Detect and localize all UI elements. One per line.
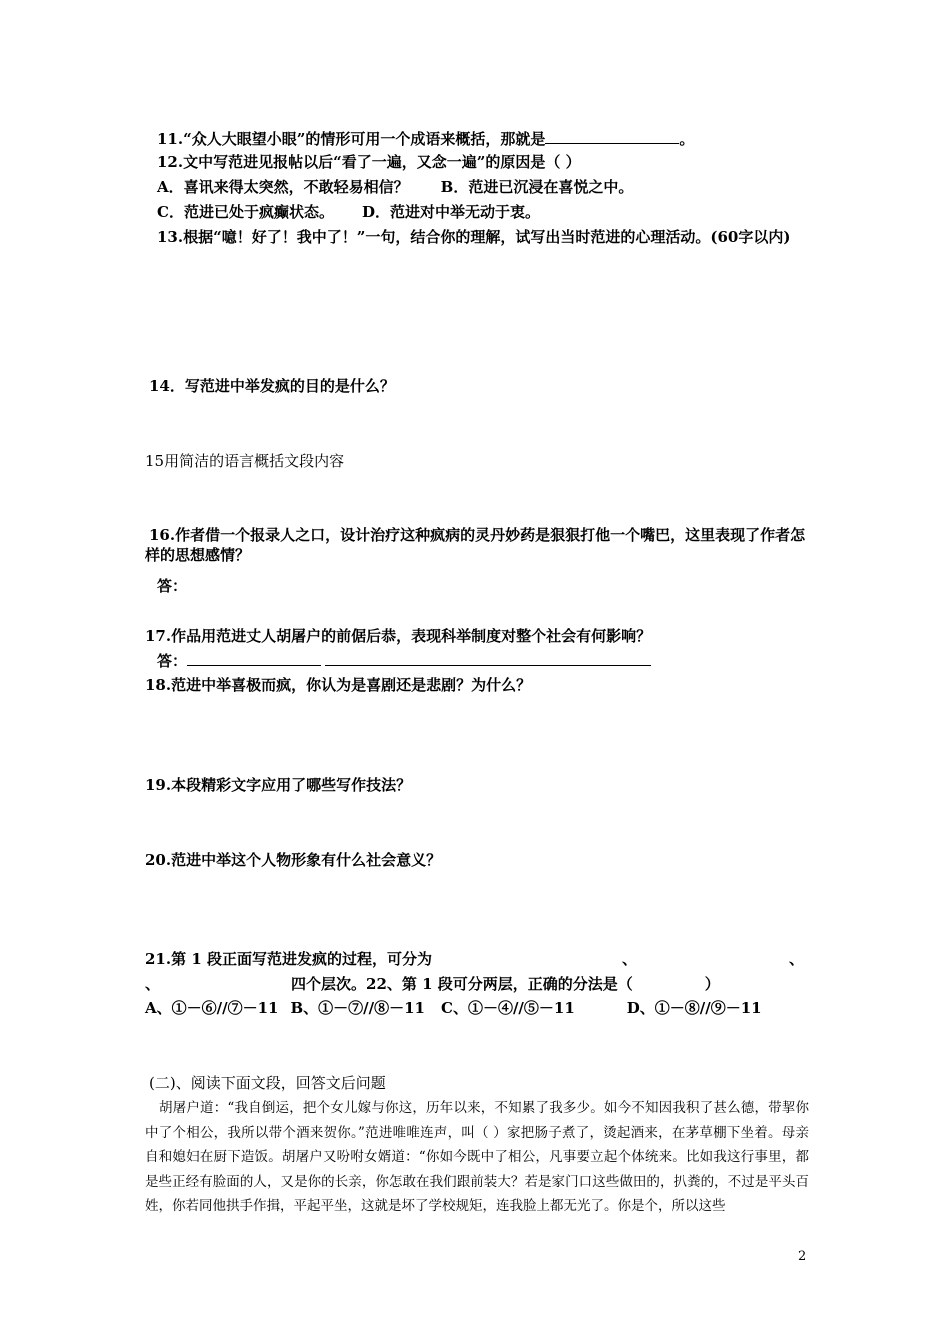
question-12-options-cd xyxy=(145,202,540,222)
question-18: 18.范进中举喜极而疯，你认为是喜剧还是悲剧？为什么？ xyxy=(145,676,532,694)
question-17-answer xyxy=(145,650,651,671)
option-b: B、①－⑦//⑧－11 xyxy=(290,999,425,1017)
separator: 、 xyxy=(789,950,805,968)
section-heading-text: (二)、阅读下面文段，回答文后问题 xyxy=(149,1074,386,1092)
section-2-heading xyxy=(145,1073,386,1093)
answer-label: 答： xyxy=(157,577,188,595)
reading-passage: 胡屠户道：“我自倒运，把个女儿嫁与你这，历年以来，不知累了我多少。如今不知因我积了甚么德，带挈你中了个相公，我所以带个酒来贺你。”范进唯唯连声，叫（ ）家把肠子煮了，烫起酒来，在茅草棚下坐着。母亲自和媳妇在厨下造饭。胡屠户又吩咐女婿道：“你如今既中了相公，凡事要立起个体统来。比如我这行事里，都是些正经有脸面的人，又是你的长亲，你怎敢在我们跟前装大？若是家门口这些做田的，扒粪的，不过是平头百姓，你若同他拱手作揖，平起平坐，这就是坏了学校规矩，连我脸上都无光了。你是个，所以这些 xyxy=(145,1100,809,1214)
question-12-text: 12.文中写范进见报帖以后“看了一遍，又念一遍”的原因是（ ） xyxy=(157,153,581,171)
answer-blank[interactable] xyxy=(545,128,679,144)
option-d: D．范进对中举无动于衷。 xyxy=(361,203,540,221)
question-21-text: 21.第 1 段正面写范进发疯的过程，可分为 xyxy=(145,950,432,968)
separator: 、 xyxy=(145,975,161,993)
question-12-options-ab xyxy=(145,177,633,197)
question-16-answer xyxy=(145,576,187,596)
question-16: 16.作者借一个报录人之口，设计治疗这种疯病的灵丹妙药是狠狠打他一个嘴巴，这里表现了作者怎样的思想感情？ xyxy=(145,526,806,564)
question-11 xyxy=(145,128,694,149)
answer-blank[interactable] xyxy=(187,650,321,666)
option-b: B．范进已沉浸在喜悦之中。 xyxy=(440,178,634,196)
question-22-text: 四个层次。22、第 1 段可分两层，正确的分法是（ xyxy=(291,975,633,993)
question-14-text: 14．写范进中举发疯的目的是什么？ xyxy=(149,377,395,395)
question-20: 20.范进中举这个人物形象有什么社会意义？ xyxy=(145,851,442,869)
question-12 xyxy=(145,152,581,172)
question-17: 17.作品用范进丈人胡屠户的前倨后恭，表现科举制度对整个社会有何影响？ xyxy=(145,627,652,645)
separator: 、 xyxy=(622,950,638,968)
option-a: A．喜讯来得太突然，不敢轻易相信？ xyxy=(157,178,409,196)
question-21-line1 xyxy=(145,949,432,969)
answer-label: 答： xyxy=(157,652,188,670)
question-21-line2 xyxy=(145,974,720,994)
option-c: C、①－④//⑤－11 xyxy=(441,999,575,1017)
answer-blank[interactable] xyxy=(325,650,651,666)
question-15: 15用简洁的语言概括文段内容 xyxy=(145,452,345,470)
option-a: A、①－⑥//⑦－11 xyxy=(145,999,279,1017)
question-11-end: 。 xyxy=(679,130,695,148)
question-13: 13.根据“噫！好了！我中了！”一句，结合你的理解，试写出当时范进的心理活动。(60字以内) xyxy=(157,228,791,246)
question-11-text: 11.“众人大眼望小眼”的情形可用一个成语来概括，那就是 xyxy=(157,130,546,148)
question-19: 19.本段精彩文字应用了哪些写作技法？ xyxy=(145,776,412,794)
question-22-options xyxy=(145,998,762,1018)
page-number: 2 xyxy=(798,1249,807,1264)
option-d: D、①－⑧//⑨－11 xyxy=(626,999,762,1017)
paren-close: ） xyxy=(704,975,720,993)
option-c: C．范进已处于疯癫状态。 xyxy=(157,203,334,221)
question-14 xyxy=(145,376,395,396)
